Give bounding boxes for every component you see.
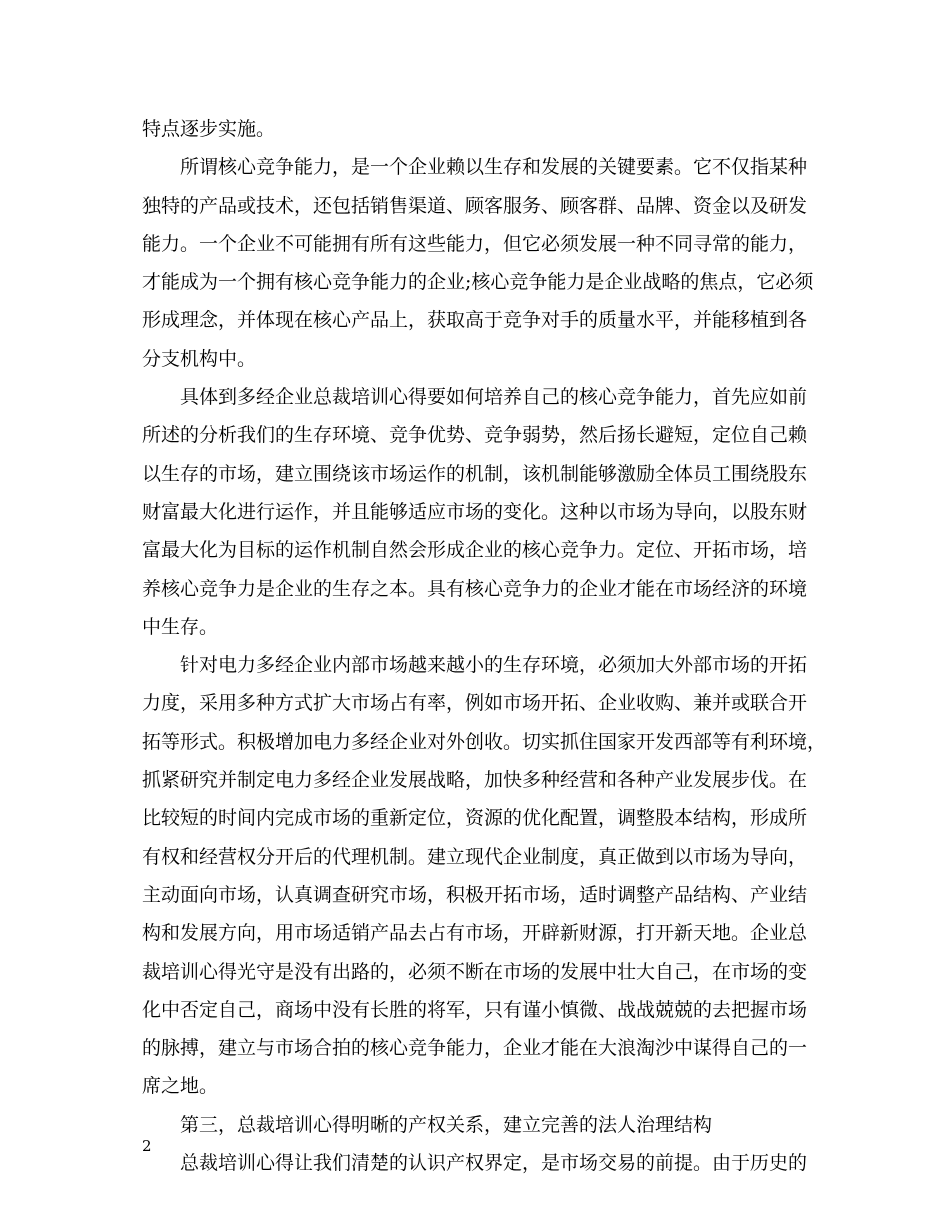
text-line: 拓等形式。积极增加电力多经企业对外创收。切实抓住国家开发西部等有利环境， bbox=[142, 730, 827, 753]
text-line: 比较短的时间内完成市场的重新定位，资源的优化配置，调整股本结构，形成所 bbox=[142, 807, 808, 830]
text-line: 抓紧研究并制定电力多经企业发展战略，加快多种经营和各种产业发展步伐。在 bbox=[142, 769, 808, 792]
text-line: 中生存。 bbox=[142, 615, 219, 638]
text-line: 养核心竞争力是企业的生存之本。具有核心竞争力的企业才能在市场经济的环境 bbox=[142, 577, 808, 600]
text-line: 富最大化为目标的运作机制自然会形成企业的核心竞争力。定位、开拓市场，培 bbox=[142, 539, 808, 562]
text-line: 特点逐步实施。 bbox=[142, 118, 276, 140]
text-line: 分支机构中。 bbox=[142, 347, 257, 370]
text-line: 所述的分析我们的生存环境、竞争优势、竞争弱势，然后扬长避短，定位自己赖 bbox=[142, 424, 808, 447]
text-line: 席之地。 bbox=[142, 1075, 219, 1098]
text-line: 力度，采用多种方式扩大市场占有率，例如市场开拓、企业收购、兼并或联合开 bbox=[142, 692, 808, 715]
text-line: 具体到多经企业总裁培训心得要如何培养自己的核心竞争能力，首先应如前 bbox=[180, 386, 808, 409]
text-line: 才能成为一个拥有核心竞争能力的企业;核心竞争能力是企业战略的焦点，它必须 bbox=[142, 271, 814, 294]
text-line: 化中否定自己，商场中没有长胜的将军，只有谨小慎微、战战兢兢的去把握市场 bbox=[142, 998, 808, 1021]
text-line: 主动面向市场，认真调查研究市场，积极开拓市场，适时调整产品结构、产业结 bbox=[142, 883, 808, 906]
text-line: 财富最大化进行运作，并且能够适应市场的变化。这种以市场为导向，以股东财 bbox=[142, 500, 808, 523]
text-line: 形成理念，并体现在核心产品上，获取高于竞争对手的质量水平，并能移植到各 bbox=[142, 309, 808, 332]
text-line: 的脉搏，建立与市场合拍的核心竞争能力，企业才能在大浪淘沙中谋得自己的一 bbox=[142, 1037, 808, 1060]
text-line: 裁培训心得光守是没有出路的，必须不断在市场的发展中壮大自己，在市场的变 bbox=[142, 960, 808, 983]
text-line: 有权和经营权分开后的代理机制。建立现代企业制度，真正做到以市场为导向， bbox=[142, 845, 808, 868]
document-body bbox=[142, 110, 827, 1182]
text-line: 独特的产品或技术，还包括销售渠道、顾客服务、顾客群、品牌、资金以及研发 bbox=[142, 194, 808, 217]
text-line: 能力。一个企业不可能拥有所有这些能力，但它必须发展一种不同寻常的能力， bbox=[142, 232, 808, 255]
page-number: 2 bbox=[142, 1137, 152, 1155]
text-line: 针对电力多经企业内部市场越来越小的生存环境，必须加大外部市场的开拓 bbox=[180, 654, 808, 677]
text-line: 总裁培训心得让我们清楚的认识产权界定，是市场交易的前提。由于历史的 bbox=[180, 1152, 808, 1175]
text-line: 以生存的市场，建立围绕该市场运作的机制，该机制能够激励全体员工围绕股东 bbox=[142, 462, 808, 485]
text-line: 所谓核心竞争能力，是一个企业赖以生存和发展的关键要素。它不仅指某种 bbox=[180, 156, 808, 179]
text-line: 构和发展方向，用市场适销产品去占有市场，开辟新财源，打开新天地。企业总 bbox=[142, 922, 808, 945]
text-line: 第三，总裁培训心得明晰的产权关系，建立完善的法人治理结构 bbox=[180, 1113, 713, 1136]
